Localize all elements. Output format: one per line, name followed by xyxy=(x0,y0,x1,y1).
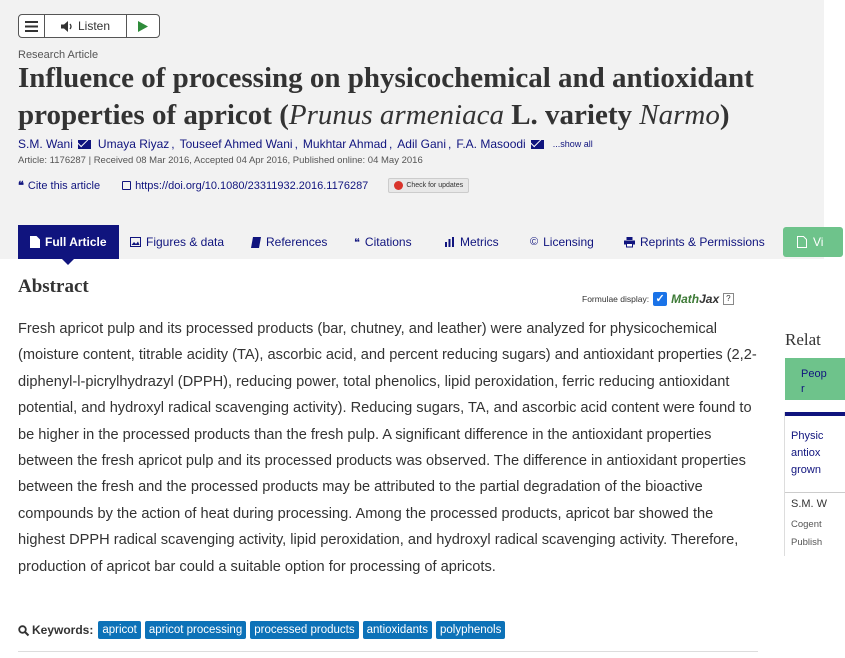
print-icon xyxy=(624,237,635,247)
people-also-read-tab[interactable]: Peop r xyxy=(785,358,845,400)
tab-figures-data[interactable]: Figures & data xyxy=(130,225,224,259)
document-icon xyxy=(30,236,40,248)
copyright-icon: © xyxy=(530,236,539,248)
keyword-tag[interactable]: apricot xyxy=(98,621,141,639)
pdf-icon xyxy=(797,236,807,248)
search-icon xyxy=(18,625,29,636)
divider xyxy=(18,651,758,652)
book-icon xyxy=(251,237,261,248)
tab-citations[interactable]: ❝ Citations xyxy=(354,235,412,249)
abstract-text: Fresh apricot pulp and its processed products (bar, chutney, and leather) were analyzed for physicochemical (moisture content, titrable acidity (TA), ascorbic acid, and percent reducing sugars) and antioxidant properties (2,2-diphenyl-l-picrylhydrazyl (DPPH), reducing power, total phenolics, lipid peroxidation, ferric reducing antioxidant potential, and hydroxyl radical scavenging activity). Reducing sugars, TA, and ascorbic acid content were found to be higher in the processed products than the fresh pulp. A significant difference in the antioxidant properties between the fresh apricot pulp and its processed products was observed. The difference in antioxidant properties between the fresh and the processed products may be attributed to the partial degradation of the bioactive compounds by the action of heat during processing. Among the processed products, apricot bar showed the highest DPPH radical scavenging activity, lipid peroxidation, and hydroxyl radical scavenging activity. Therefore, production of apricot bar could a suitable option for processing of apricots. xyxy=(18,321,757,575)
tab-reprints-permissions[interactable]: Reprints & Permissions xyxy=(624,225,765,259)
speaker-icon xyxy=(61,21,74,32)
author-link[interactable]: F.A. Masoodi xyxy=(456,137,526,151)
abstract-heading: Abstract xyxy=(18,276,89,297)
tab-licensing[interactable]: © Licensing xyxy=(530,235,594,249)
keywords-row xyxy=(18,621,505,639)
author-link[interactable]: Touseef Ahmed Wani xyxy=(179,137,293,151)
related-article-meta: Cogent Publish xyxy=(791,519,823,548)
image-icon xyxy=(130,237,141,247)
author-link[interactable]: Umaya Riyaz xyxy=(97,137,170,151)
play-button[interactable] xyxy=(127,15,159,37)
article-meta: Article: 1176287 | Received 08 Mar 2016, Accepted 04 Apr 2016, Published online: 04 May 2016 xyxy=(18,155,423,166)
keyword-tag[interactable]: antioxidants xyxy=(363,621,432,639)
author-link[interactable]: S.M. Wani xyxy=(18,137,73,151)
menu-button[interactable] xyxy=(19,15,45,37)
crossmark-icon xyxy=(394,181,403,190)
doi-link[interactable]: https://doi.org/10.1080/23311932.2016.1176287 xyxy=(122,180,368,192)
author-link[interactable]: Adil Gani xyxy=(397,137,446,151)
envelope-icon[interactable] xyxy=(78,140,91,149)
related-heading: Relat xyxy=(785,330,821,349)
article-tabs xyxy=(0,225,824,259)
bar-chart-icon xyxy=(444,237,455,247)
article-title: Influence of processing on physicochemical and antioxidant properties of apricot (Prunus armeniaca L. variety Narmo) xyxy=(18,62,754,131)
author-link[interactable]: Mukhtar Ahmad xyxy=(302,137,387,151)
keywords-label: Keywords: xyxy=(18,623,93,637)
related-article-author: S.M. W xyxy=(791,498,828,510)
mathjax-help-button[interactable]: ? xyxy=(723,293,733,305)
check-for-updates-button[interactable]: Check for updates xyxy=(388,178,469,193)
article-links xyxy=(18,178,469,193)
mathjax-logo: MathJax xyxy=(671,292,720,306)
related-article-title[interactable]: Physic antiox grown xyxy=(791,430,824,476)
quote-icon: ❝ xyxy=(18,180,24,192)
listen-toolbar xyxy=(18,14,160,38)
external-link-icon xyxy=(122,181,131,190)
divider xyxy=(785,492,845,493)
formulae-display-label: Formulae display: xyxy=(582,294,650,304)
cite-article-link[interactable]: ❝ Cite this article xyxy=(18,179,101,192)
listen-label: Listen xyxy=(77,19,111,33)
article-type: Research Article xyxy=(18,49,99,61)
view-pdf-button[interactable]: Vi xyxy=(783,227,843,257)
listen-button[interactable] xyxy=(45,15,127,37)
tab-references[interactable]: References xyxy=(251,225,327,259)
show-all-authors-link[interactable]: ...show all xyxy=(552,139,593,149)
related-article-card[interactable] xyxy=(785,412,845,556)
keyword-tag[interactable]: apricot processing xyxy=(145,621,246,639)
keyword-tag[interactable]: processed products xyxy=(250,621,358,639)
quote-icon: ❝ xyxy=(354,236,360,249)
play-icon xyxy=(138,21,148,32)
hamburger-icon xyxy=(25,21,38,32)
envelope-icon[interactable] xyxy=(531,140,544,149)
author-list: S.M. Wani Umaya Riyaz , Touseef Ahmed Wani , Mukhtar Ahmad , Adil Gani , F.A. Masoodi ...show all xyxy=(18,137,593,151)
tab-full-article[interactable]: Full Article xyxy=(18,225,119,259)
keyword-tag[interactable]: polyphenols xyxy=(436,621,505,639)
formulae-display-control xyxy=(582,292,734,306)
tab-metrics[interactable]: Metrics xyxy=(444,225,499,259)
mathjax-checkbox[interactable]: ✓ xyxy=(653,292,667,306)
